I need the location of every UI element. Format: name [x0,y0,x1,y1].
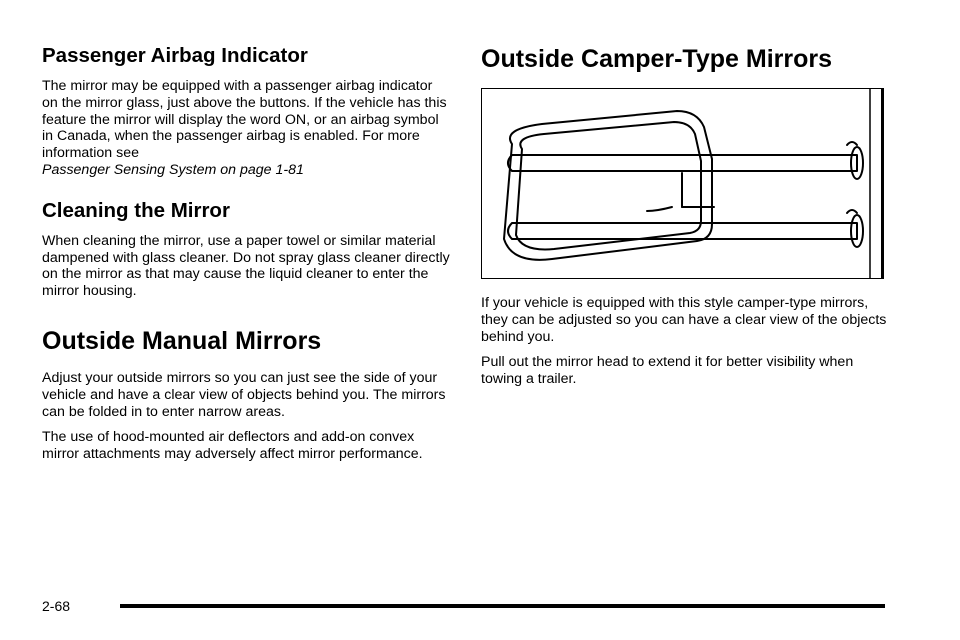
mirror-head-outer [504,111,712,260]
paragraph-camper-1: If your vehicle is equipped with this style camper-type mirrors, they can be adjusted so you can have a clear view of the objects behind you. [481,295,887,345]
upper-arm [508,155,857,171]
paragraph-camper-2: Pull out the mirror head to extend it for better visibility when towing a trailer. [481,354,854,388]
paragraph-cleaning: When cleaning the mirror, use a paper towel or similar material dampened with glass cleaner. Do not spray glass cleaner directly on the mirror as that may cause the liquid cleaner to enter the mirror housing. [42,232,450,300]
paragraph-manual-2: The use of hood-mounted air deflectors and add-on convex mirror attachments may adversely affect mirror performance. [42,429,423,463]
camper-mirror-illustration [481,88,884,279]
heading-outside-manual-mirrors: Outside Manual Mirrors [42,326,322,355]
paragraph-airbag [42,78,452,179]
section-passenger-airbag [42,44,452,179]
section-camper-mirrors [481,44,891,388]
camper-mirror-drawing [482,89,884,279]
left-column [42,44,452,472]
right-column [481,44,891,397]
airbag-cross-reference: Passenger Sensing System on page 1-81 [42,161,304,178]
heading-passenger-airbag: Passenger Airbag Indicator [42,44,308,67]
page-number: 2-68 [42,598,71,614]
section-cleaning-mirror [42,199,452,300]
section-outside-manual-mirrors [42,326,452,463]
paragraph-manual-1: Adjust your outside mirrors so you can just see the side of your vehicle and have a clear view of objects behind you. The mirrors can be folded in to enter narrow areas. [42,369,446,420]
mirror-head-inner [516,122,701,249]
footer-rule [120,604,885,608]
airbag-text: The mirror may be equipped with a passenger airbag indicator on the mirror glass, just above the buttons. If the vehicle has this feature the mirror will display the word ON, or an airbag symbol in Canada, when the passenger airbag is enabled. For more information see [42,78,447,162]
lower-arm [508,223,857,239]
heading-cleaning-mirror: Cleaning the Mirror [42,198,230,222]
heading-camper-mirrors: Outside Camper-Type Mirrors [481,45,833,73]
